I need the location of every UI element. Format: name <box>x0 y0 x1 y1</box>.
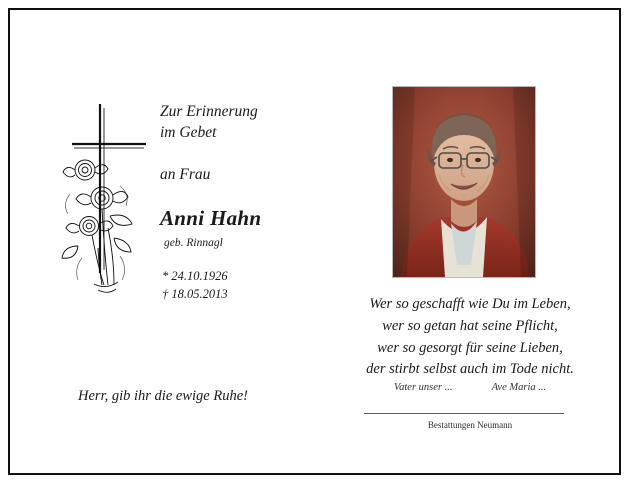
memorial-card-right-page <box>316 10 623 473</box>
prayer-vater-unser: Vater unser ... <box>393 382 453 393</box>
memorial-card <box>8 8 621 475</box>
funeral-home-credit: Bestattungen Neumann <box>427 420 513 430</box>
closing-wish: Herr, gib ihr die ewige Ruhe! <box>78 388 248 404</box>
prayer-list <box>324 382 616 393</box>
divider-line <box>364 413 564 414</box>
verse-line-3: wer so gesorgt für seine Lieben, <box>377 339 563 356</box>
memorial-card-inner <box>10 10 619 473</box>
verse-line-4: der stirbt selbst auch im Tode nicht. <box>366 361 574 378</box>
relation-line: an Frau <box>160 165 211 183</box>
prayer-ave-maria: Ave Maria ... <box>491 382 547 393</box>
death-date: † 18.05.2013 <box>162 286 228 301</box>
memorial-intro-line1: Zur Erinnerung <box>160 103 258 120</box>
birth-date: * 24.10.1926 <box>162 268 228 283</box>
verse-line-1: Wer so geschafft wie Du im Leben, <box>369 296 571 312</box>
memorial-intro <box>160 102 310 144</box>
maiden-name: geb. Rinnagl <box>164 236 223 249</box>
memorial-verse <box>324 294 616 381</box>
life-dates <box>162 267 310 303</box>
verse-line-2: wer so getan hat seine Pflicht, <box>382 317 558 334</box>
cross-with-roses-icon <box>58 98 168 318</box>
memorial-intro-line2: im Gebet <box>160 123 217 141</box>
memorial-text-block <box>160 102 310 303</box>
deceased-name: Anni Hahn <box>160 205 262 230</box>
portrait-photo <box>392 86 536 278</box>
memorial-card-left-page <box>10 10 316 473</box>
